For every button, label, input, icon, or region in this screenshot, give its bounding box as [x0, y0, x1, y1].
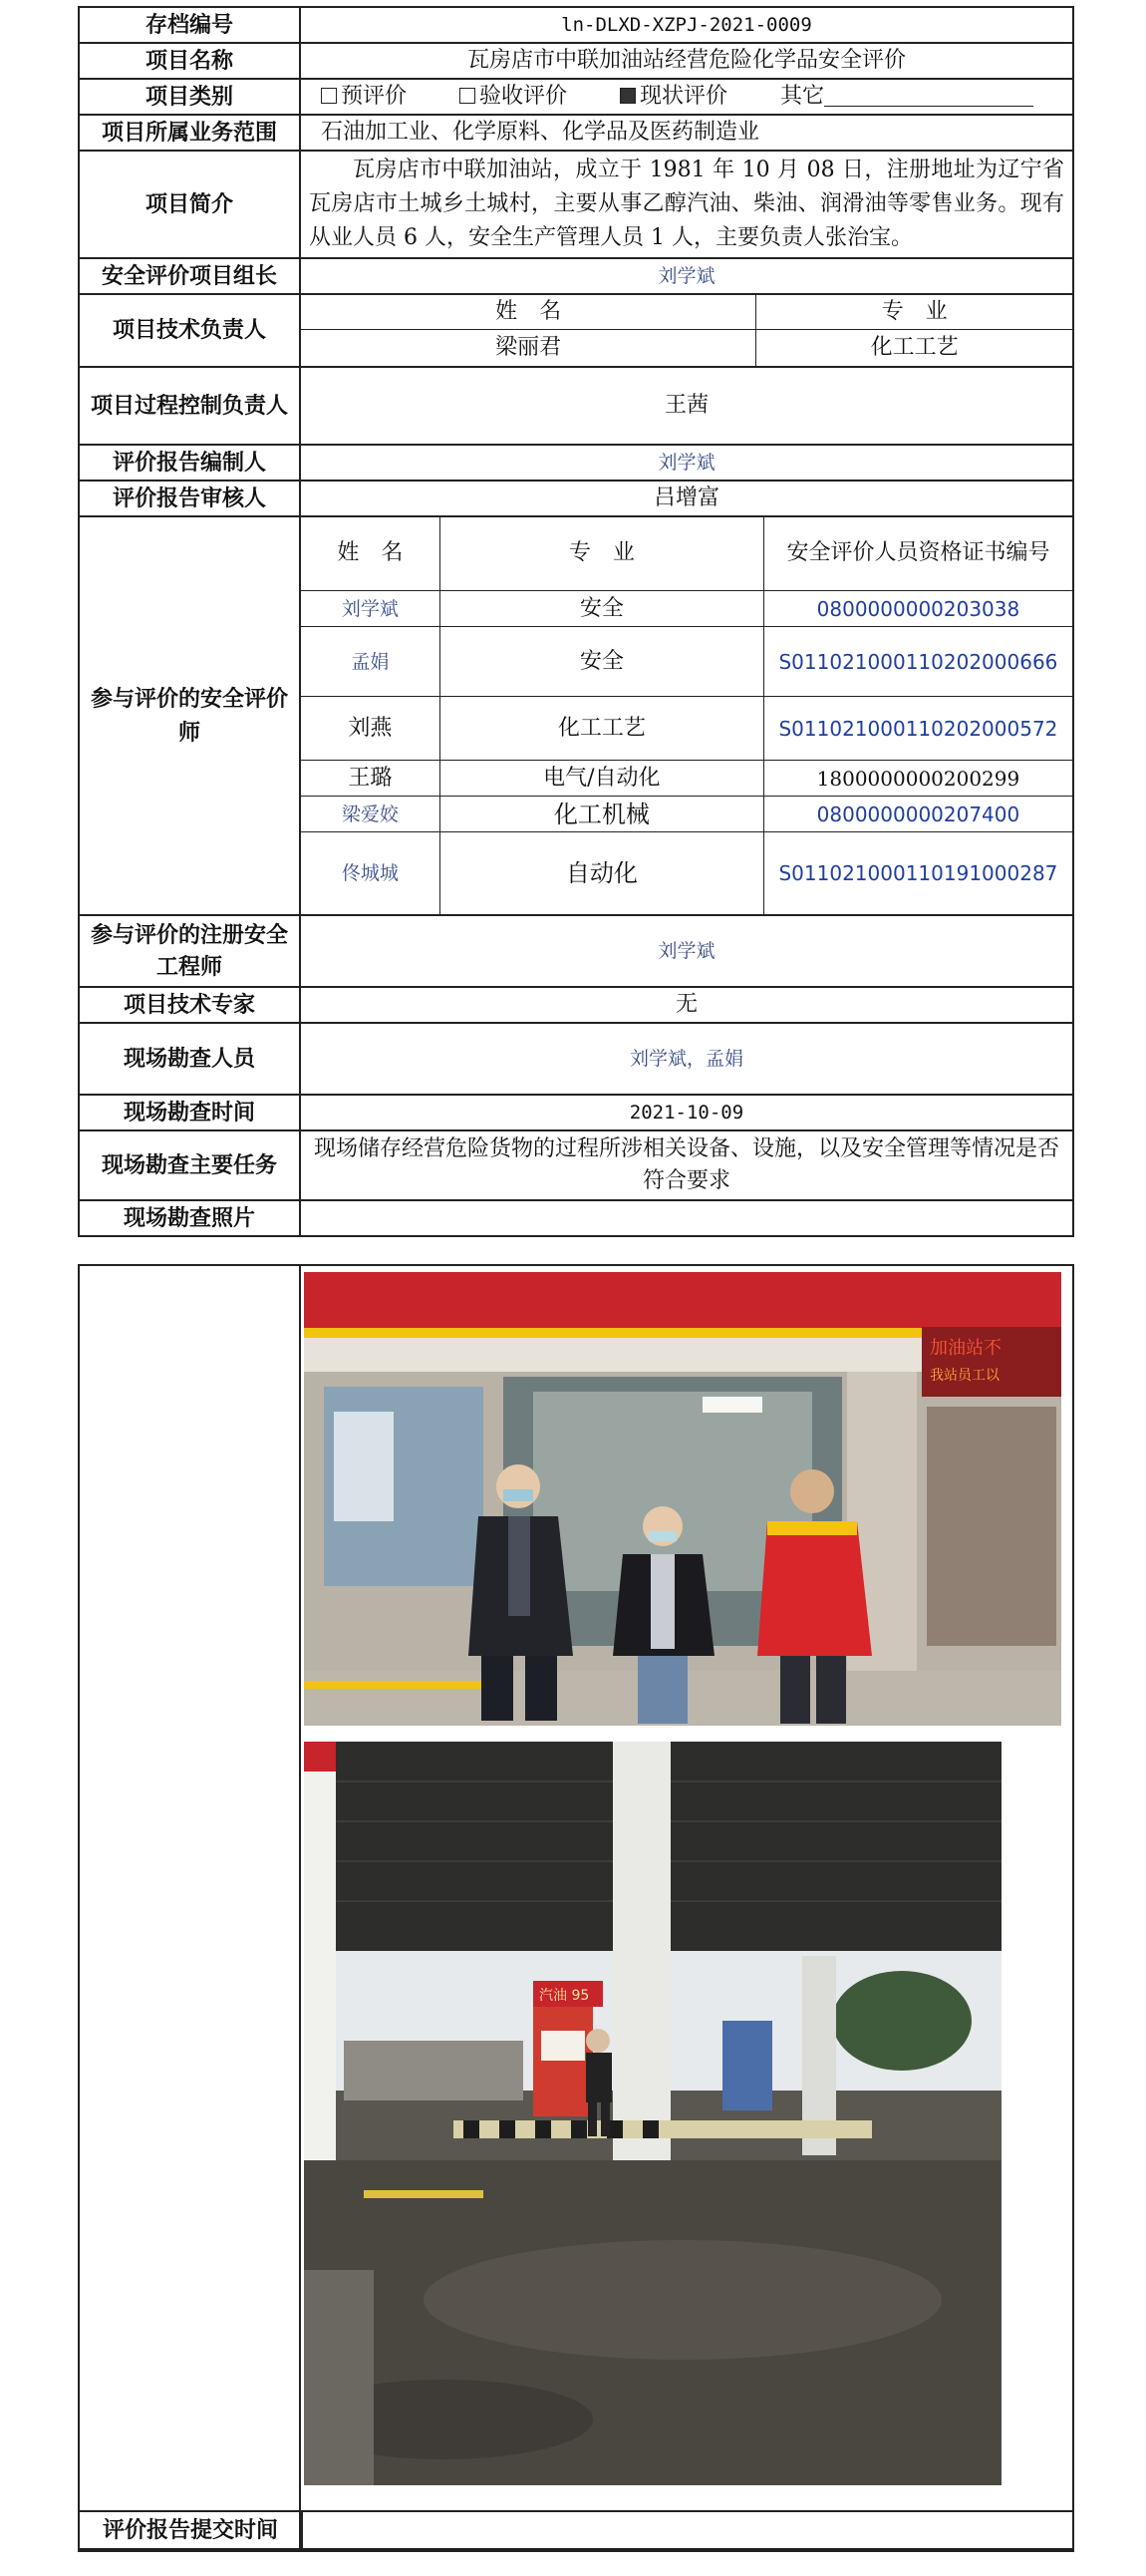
row-compiler [79, 445, 1073, 481]
label-submit-time: 评价报告提交时间 [80, 2512, 303, 2548]
option-status-eval: 现状评价 [620, 84, 727, 109]
evaluator-cert: S011021000110202000666 [763, 627, 1072, 697]
value-business-scope: 石油加工业、化学原料、化学品及医药制造业 [300, 115, 1073, 151]
led-sign-text-2: 我站员工以 [930, 1368, 1000, 1384]
label-evaluators: 参与评价的安全评价师 [79, 516, 300, 915]
label-business-scope: 项目所属业务范围 [79, 115, 300, 151]
tech-lead-col-name: 姓 名 [301, 295, 756, 330]
label-survey-task: 现场勘查主要任务 [79, 1130, 300, 1200]
tech-lead-name: 梁丽君 [301, 330, 756, 366]
table-row [301, 591, 1072, 627]
evaluator-name: 梁爱姣 [301, 797, 439, 832]
evaluators-subtable [301, 517, 1072, 914]
evaluator-name: 佟城城 [301, 832, 439, 914]
label-safety-engineer: 参与评价的注册安全工程师 [79, 915, 300, 987]
canopy-red-band [304, 1272, 1061, 1334]
evaluator-major: 安全 [439, 591, 763, 627]
row-survey-photos [79, 1200, 1073, 1236]
row-tech-lead [79, 294, 1073, 367]
row-survey-time [79, 1095, 1073, 1130]
row-evaluators [79, 516, 1073, 915]
table-row [301, 832, 1072, 914]
tech-lead-subtable [301, 295, 1072, 366]
evaluator-cert: 0800000000203038 [763, 591, 1072, 627]
forecourt-photo [304, 1742, 1002, 2485]
row-submit-time [78, 2510, 1074, 2550]
evaluator-major: 化工工艺 [439, 697, 763, 761]
tech-lead-major: 化工工艺 [756, 330, 1072, 366]
evaluator-name: 孟娟 [301, 627, 439, 697]
table-row [301, 797, 1072, 832]
row-archive-no [79, 7, 1073, 43]
value-intro: 瓦房店市中联加油站，成立于 1981 年 10 月 08 日，注册地址为辽宁省瓦房店市土城乡土城村，主要从事乙醇汽油、柴油、润滑油等零售业务。现有从业人员 6 人，安全生产管理人员 1 人，主要负责人张治宝。 [300, 151, 1073, 258]
evaluator-major: 安全 [439, 627, 763, 697]
label-survey-staff: 现场勘查人员 [79, 1023, 300, 1095]
checkbox-pre-eval-icon [321, 88, 337, 104]
label-process-control: 项目过程控制负责人 [79, 367, 300, 445]
row-project-name [79, 43, 1073, 79]
value-team-leader: 刘学斌 [300, 258, 1073, 294]
label-archive-no: 存档编号 [79, 7, 300, 43]
led-sign-text: 加油站不 [930, 1338, 1002, 1359]
row-tech-expert [79, 987, 1073, 1023]
value-survey-time: 2021-10-09 [300, 1095, 1073, 1130]
price-sign-text: 汽油 95 [539, 1988, 590, 2004]
site-photo-forecourt [304, 1742, 1002, 2485]
form-table [78, 6, 1074, 1237]
label-intro: 项目简介 [79, 151, 300, 258]
option-pre-eval: 预评价 [321, 84, 407, 109]
evaluator-major: 化工机械 [439, 797, 763, 832]
label-project-name: 项目名称 [79, 43, 300, 79]
evaluator-major: 自动化 [439, 832, 763, 914]
evaluator-cert: 0800000000207400 [763, 797, 1072, 832]
label-tech-expert: 项目技术专家 [79, 987, 300, 1023]
row-reviewer [79, 481, 1073, 516]
evaluators-header-name: 姓 名 [301, 517, 439, 591]
row-process-control [79, 367, 1073, 445]
row-project-type [79, 79, 1073, 115]
table-row [301, 627, 1072, 697]
row-survey-task [79, 1130, 1073, 1200]
site-photo-storefront [304, 1272, 1061, 1726]
other-underline [824, 84, 1033, 107]
evaluation-form [78, 6, 1074, 1237]
evaluator-major: 电气/自动化 [439, 761, 763, 797]
checkbox-status-eval-checked-icon [620, 88, 636, 104]
evaluator-name: 刘学斌 [301, 591, 439, 627]
tech-lead-col-major: 专 业 [756, 295, 1072, 330]
fuel-pump [533, 2007, 593, 2116]
value-reviewer: 吕增富 [300, 481, 1073, 516]
canopy-pillar [613, 1742, 671, 2160]
label-project-type: 项目类别 [79, 79, 300, 115]
value-project-name: 瓦房店市中联加油站经营危险化学品安全评价 [300, 43, 1073, 79]
label-team-leader: 安全评价项目组长 [79, 258, 300, 294]
value-compiler: 刘学斌 [300, 445, 1073, 481]
value-safety-engineer: 刘学斌 [300, 915, 1073, 987]
row-intro [79, 151, 1073, 258]
storefront-photo [304, 1272, 1061, 1726]
table-row [301, 697, 1072, 761]
value-process-control: 王茜 [300, 367, 1073, 445]
row-survey-staff [79, 1023, 1073, 1095]
evaluator-cert: 1800000000200299 [763, 761, 1072, 797]
label-reviewer: 评价报告审核人 [79, 481, 300, 516]
evaluators-header-row [301, 517, 1072, 591]
label-survey-photos: 现场勘查照片 [79, 1200, 300, 1236]
value-survey-staff: 刘学斌，孟娟 [300, 1023, 1073, 1095]
row-team-leader [79, 258, 1073, 294]
value-tech-expert: 无 [300, 987, 1073, 1023]
evaluators-header-cert: 安全评价人员资格证书编号 [763, 517, 1072, 591]
table-row [301, 761, 1072, 797]
evaluator-name: 刘燕 [301, 697, 439, 761]
evaluators-header-major: 专 业 [439, 517, 763, 591]
evaluator-name: 王璐 [301, 761, 439, 797]
label-survey-time: 现场勘查时间 [79, 1095, 300, 1130]
evaluator-cert: S011021000110202000572 [763, 697, 1072, 761]
value-survey-task: 现场储存经营危险货物的过程所涉相关设备、设施，以及安全管理等情况是否符合要求 [300, 1130, 1073, 1200]
value-submit-time [303, 2512, 1072, 2548]
row-business-scope [79, 115, 1073, 151]
value-project-type [300, 79, 1073, 115]
value-archive-no: ln-DLXD-XZPJ-2021-0009 [300, 7, 1073, 43]
label-tech-lead: 项目技术负责人 [79, 294, 300, 367]
row-safety-engineer [79, 915, 1073, 987]
label-compiler: 评价报告编制人 [79, 445, 300, 481]
checkbox-acceptance-eval-icon [459, 88, 475, 104]
option-acceptance-eval: 验收评价 [459, 84, 567, 109]
evaluator-cert: S011021000110191000287 [763, 832, 1072, 914]
option-other: 其它 [780, 84, 1033, 109]
